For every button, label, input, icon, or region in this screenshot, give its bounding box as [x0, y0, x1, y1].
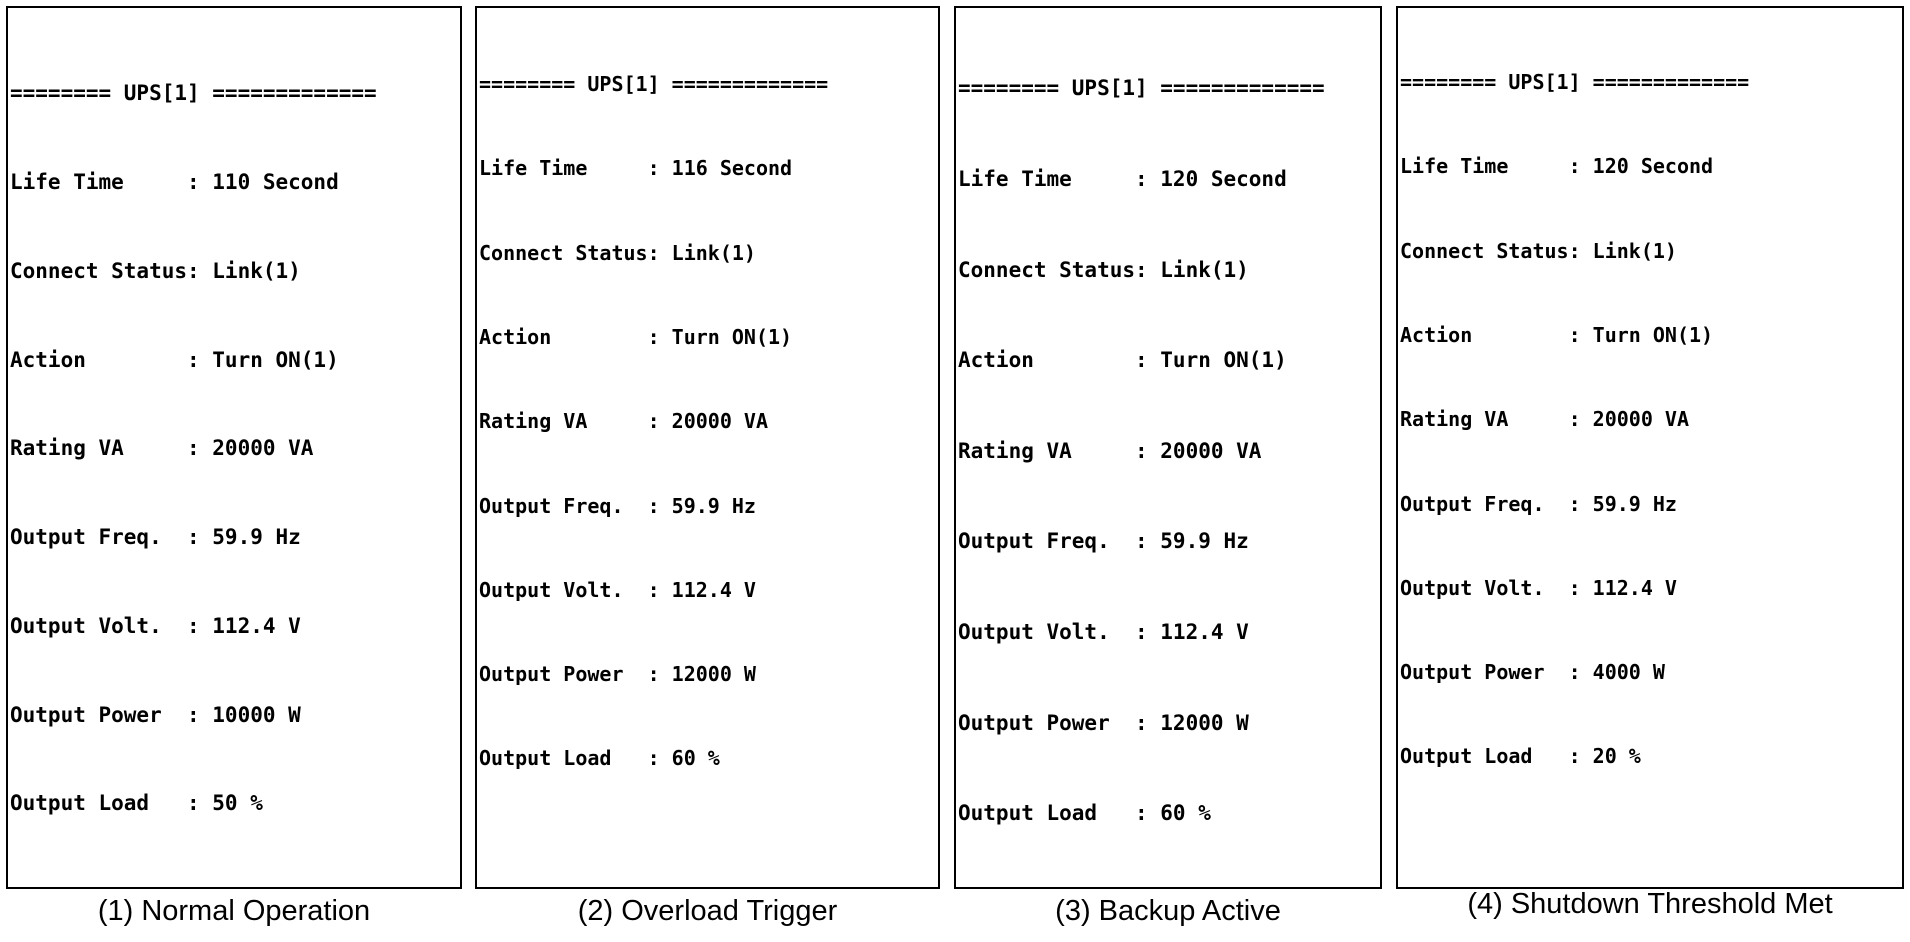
panel-caption: (3) Backup Active [1055, 895, 1281, 927]
ups-field-life-time: Life Time : 120 Second [1400, 154, 1714, 179]
ups-field-output-freq: Output Freq. : 59.9 Hz [1400, 491, 1677, 516]
ups-field-action: Action : Turn ON(1) [479, 325, 793, 350]
console-panel-shutdown-threshold [1396, 6, 1904, 889]
ups-field-life-time: Life Time : 110 Second [10, 169, 339, 194]
ups-header: ======== UPS[1] ============= [479, 72, 829, 97]
panel-caption: (4) Shutdown Threshold Met [1467, 888, 1833, 920]
panel-caption: (1) Normal Operation [97, 895, 371, 927]
ups-field-output-volt: Output Volt. : 112.4 V [10, 613, 301, 638]
ups-field-output-freq: Output Freq. : 59.9 Hz [958, 529, 1249, 554]
ups-field-output-power: Output Power : 12000 W [479, 662, 756, 687]
panel-caption: (2) Overload Trigger [577, 895, 838, 927]
ups-field-output-power: Output Power : 10000 W [10, 702, 301, 727]
console-panel-normal-operation [6, 6, 462, 889]
ups-field-output-volt: Output Volt. : 112.4 V [958, 620, 1249, 645]
ups-field-rating-va: Rating VA : 20000 VA [479, 409, 768, 434]
ups-field-action: Action : Turn ON(1) [1400, 323, 1714, 348]
ups-field-output-load: Output Load : 50 % [10, 791, 263, 816]
ups-field-output-freq: Output Freq. : 59.9 Hz [10, 525, 301, 550]
ups-field-connect-status: Connect Status: Link(1) [958, 257, 1249, 282]
ups-field-connect-status: Connect Status: Link(1) [479, 240, 756, 265]
ups-field-output-power: Output Power : 4000 W [1400, 660, 1665, 685]
ups-field-action: Action : Turn ON(1) [958, 348, 1287, 373]
console-panel-backup-active [954, 6, 1382, 889]
ups-field-output-load: Output Load : 20 % [1400, 744, 1641, 769]
ups-field-action: Action : Turn ON(1) [10, 347, 339, 372]
ups-header: ======== UPS[1] ============= [10, 81, 377, 106]
ups-field-output-freq: Output Freq. : 59.9 Hz [479, 493, 756, 518]
ups-field-life-time: Life Time : 120 Second [958, 167, 1287, 192]
ups-field-connect-status: Connect Status: Link(1) [1400, 238, 1677, 263]
ups-field-output-power: Output Power : 12000 W [958, 710, 1249, 735]
ups-field-output-volt: Output Volt. : 112.4 V [1400, 575, 1677, 600]
blank-line [1400, 827, 1902, 855]
ups-field-output-load: Output Load : 60 % [479, 746, 720, 771]
console-panel-overload-trigger [475, 6, 940, 889]
blank-line [479, 829, 938, 857]
ups-field-rating-va: Rating VA : 20000 VA [958, 438, 1262, 463]
blank-line [10, 878, 460, 889]
ups-header: ======== UPS[1] ============= [958, 76, 1325, 101]
ups-field-output-load: Output Load : 60 % [958, 801, 1211, 826]
ups-field-rating-va: Rating VA : 20000 VA [10, 436, 314, 461]
ups-field-rating-va: Rating VA : 20000 VA [1400, 407, 1689, 432]
ups-field-connect-status: Connect Status: Link(1) [10, 258, 301, 283]
ups-header: ======== UPS[1] ============= [1400, 70, 1750, 95]
ups-field-life-time: Life Time : 116 Second [479, 156, 793, 181]
ups-field-output-volt: Output Volt. : 112.4 V [479, 577, 756, 602]
